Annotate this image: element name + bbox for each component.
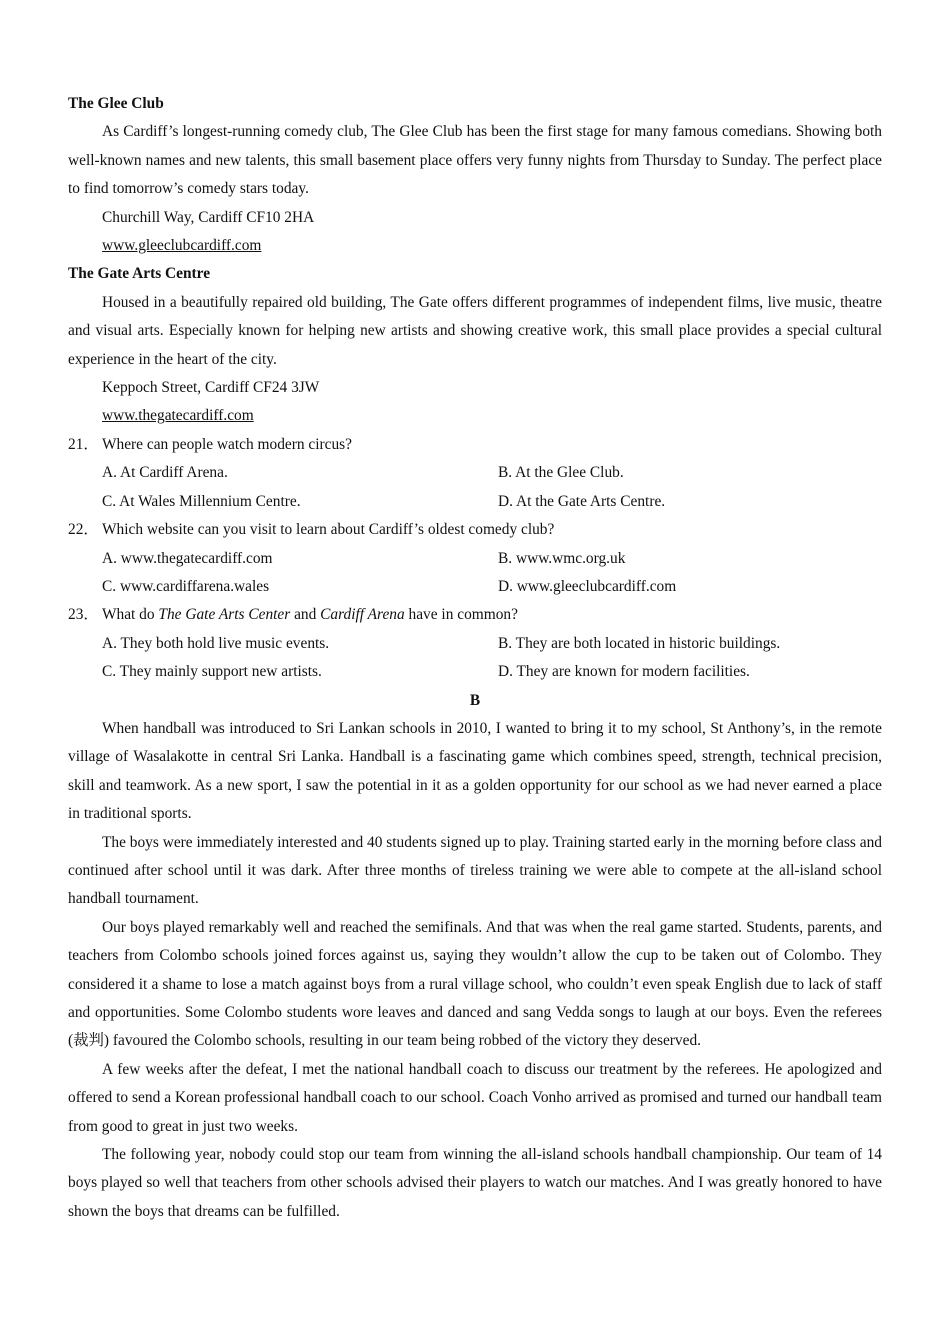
- gate-arts-website-link[interactable]: www.thegatecardiff.com: [102, 407, 254, 425]
- question-number: 23．: [68, 606, 99, 624]
- question-number: 22．: [68, 521, 99, 539]
- option-b: B. They are both located in historic buildings.: [498, 634, 781, 652]
- gate-arts-description: Housed in a beautifully repaired old building, The Gate offers different programmes of independent films, live music, theatre and visual arts. Especially known for helping new artists and showing creative work, this small place provides a special cultural experience in the heart of the city.: [68, 293, 882, 368]
- option-d: D. They are known for modern facilities.: [498, 663, 750, 681]
- passage-paragraph: When handball was introduced to Sri Lankan schools in 2010, I wanted to bring it to my school, St Anthony’s, in the remote village of Wasalakotte in central Sri Lanka. Handball is a fascinating game which combines speed, strength, technical precision, skill and teamwork. As a new sport, I saw the potential in it as a golden opportunity for our school as we had never earned a place in traditional sports.: [68, 719, 882, 823]
- question-21: [68, 431, 882, 459]
- option-b: B. www.wmc.org.uk: [498, 549, 626, 567]
- glee-club-website-link[interactable]: www.gleeclubcardiff.com: [102, 237, 262, 255]
- question-text: Where can people watch modern circus?: [102, 435, 352, 453]
- option-a: A. They both hold live music events.: [102, 634, 330, 652]
- passage-paragraph: The following year, nobody could stop our team from winning the all-island schools handball championship. Our team of 14 boys played so well that teachers from other schools advised their players to watch our matches. And I was greatly honored to have shown the boys that dreams can be fulfilled.: [68, 1146, 882, 1220]
- question-number: 21．: [68, 435, 99, 453]
- option-b: B. At the Glee Club.: [498, 464, 624, 482]
- option-c: C. They mainly support new artists.: [102, 663, 322, 681]
- option-a: A. At Cardiff Arena.: [102, 464, 228, 482]
- question-23-options: [68, 630, 882, 687]
- passage-paragraph: A few weeks after the defeat, I met the national handball coach to discuss our treatment by the referees. He apologized and offered to send a Korean professional handball coach to our school. Coach Vonho arrived as promised and turned our handball team from good to great in just two weeks.: [68, 1060, 882, 1135]
- option-d: D. www.gleeclubcardiff.com: [498, 577, 677, 595]
- question-23: [68, 601, 882, 629]
- passage-paragraph: Our boys played remarkably well and reached the semifinals. And that was when the real game started. Students, parents, and teachers from Colombo schools joined forces against us, saying they wouldn’t allow the cup to be taken out of Colombo. They considered it a shame to lose a match against boys from a rural village school, who couldn’t even speak English due to lack of staff and opportunities. Some Colombo students wore leaves and danced and sang Vedda songs to laugh at our boys. Even the referees (裁判) favoured the Colombo schools, resulting in our team being robbed of the victory they deserved.: [68, 918, 882, 1050]
- gate-arts-heading: The Gate Arts Centre: [68, 265, 211, 283]
- question-22: [68, 516, 882, 544]
- document-page: [68, 90, 882, 1226]
- section-b-label: B: [469, 691, 481, 709]
- question-text: What do The Gate Arts Center and Cardiff Arena have in common?: [102, 606, 518, 624]
- question-22-options: [68, 545, 882, 602]
- question-text: Which website can you visit to learn about Cardiff’s oldest comedy club?: [102, 521, 555, 539]
- glee-club-description: As Cardiff’s longest-running comedy club, The Glee Club has been the first stage for many famous comedians. Showing both well-known names and new talents, this small basement place offers very funny nights from Thursday to Sunday. The perfect place to find tomorrow’s comedy stars today.: [68, 123, 882, 198]
- option-a: A. www.thegatecardiff.com: [102, 549, 273, 567]
- option-d: D. At the Gate Arts Centre.: [498, 492, 666, 510]
- venue-name-gate: The Gate Arts Center: [158, 606, 291, 624]
- option-c: C. www.cardiffarena.wales: [102, 577, 270, 595]
- option-c: C. At Wales Millennium Centre.: [102, 492, 301, 510]
- question-21-options: [68, 459, 882, 516]
- gate-arts-address: Keppoch Street, Cardiff CF24 3JW: [102, 379, 320, 397]
- glee-club-heading: The Glee Club: [68, 95, 164, 112]
- glee-club-address: Churchill Way, Cardiff CF10 2HA: [102, 208, 315, 226]
- passage-paragraph: The boys were immediately interested and 40 students signed up to play. Training started early in the morning before class and continued after school until it was dark. After three months of tireless training we were able to compete at the all-island school handball tournament.: [68, 833, 882, 908]
- venue-name-arena: Cardiff Arena: [320, 606, 405, 624]
